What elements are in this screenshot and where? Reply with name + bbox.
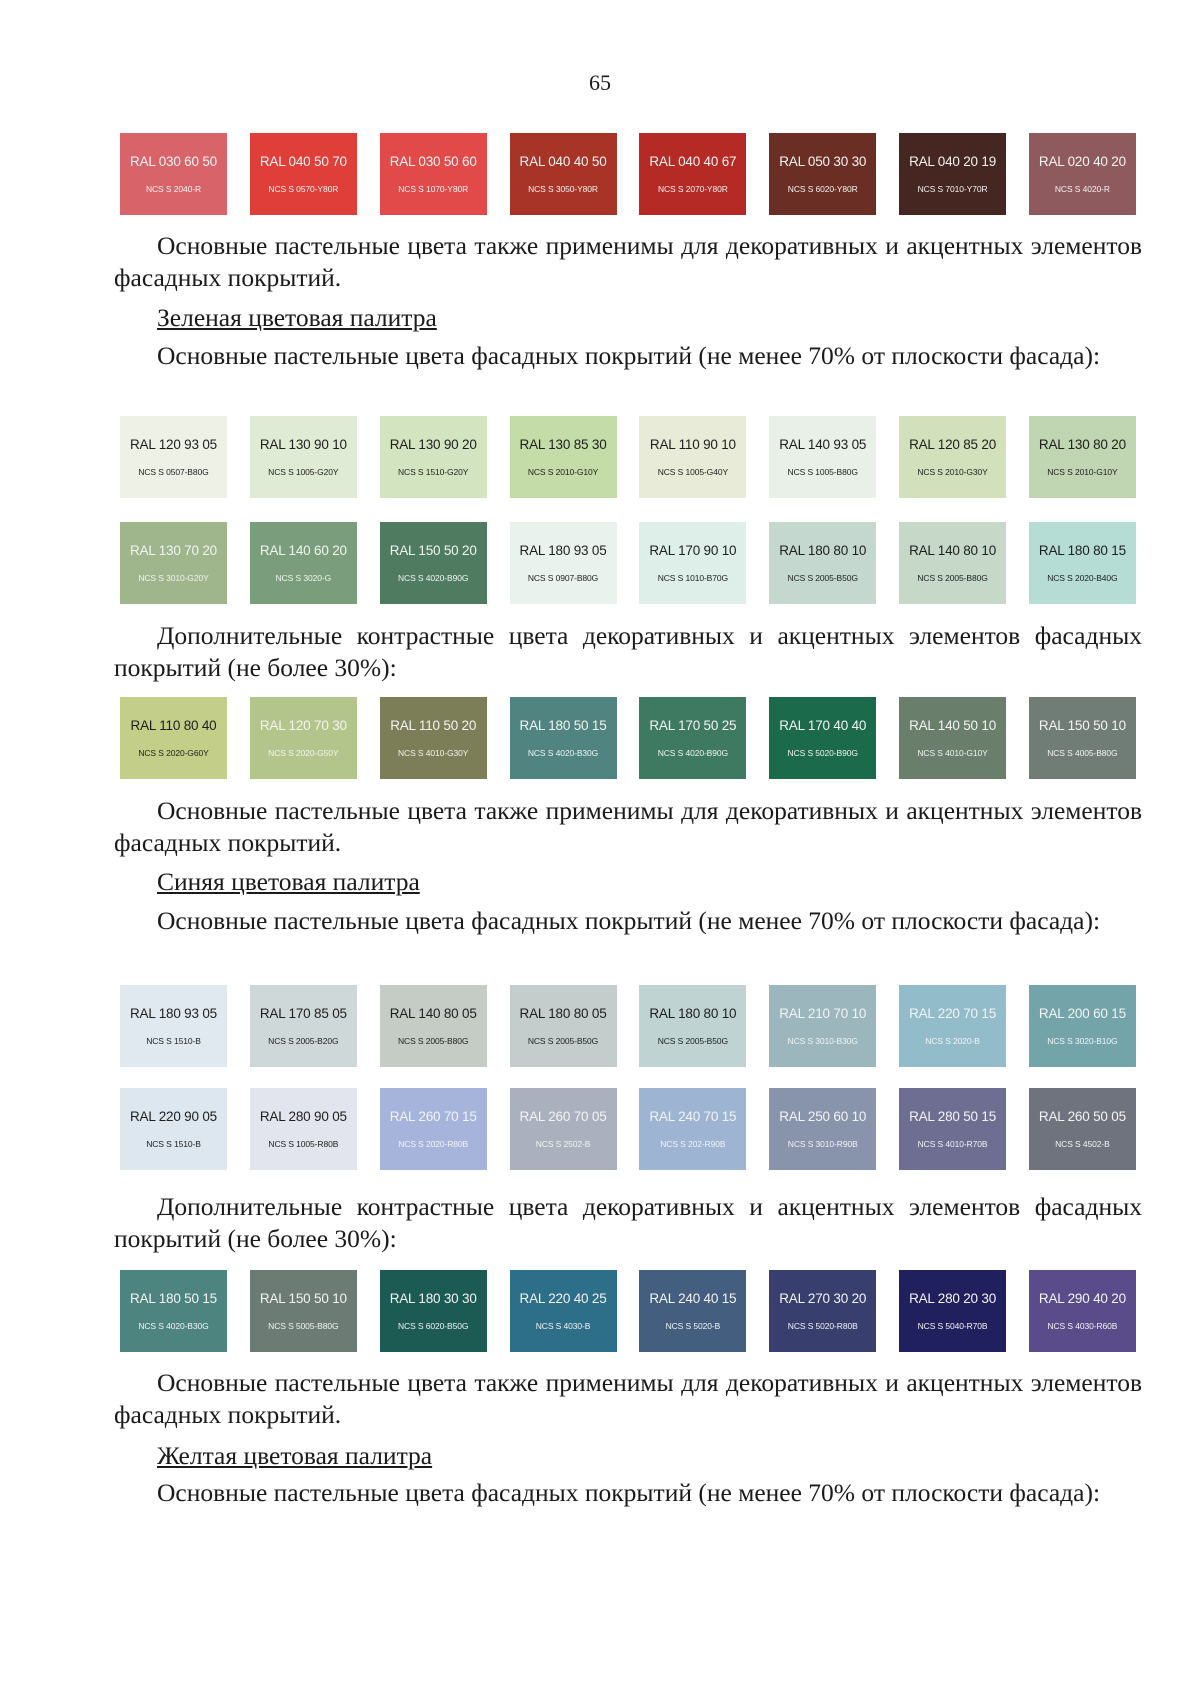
ral-code: RAL 110 50 20 xyxy=(390,718,477,733)
ral-code: RAL 130 90 20 xyxy=(389,437,477,452)
color-swatch xyxy=(380,985,487,1067)
color-swatch xyxy=(899,416,1006,498)
ncs-code: NCS S 2020-G50Y xyxy=(268,748,339,758)
page-number: 65 xyxy=(589,70,611,95)
ncs-code: NCS S 7010-Y70R xyxy=(917,184,988,194)
color-swatch xyxy=(1029,985,1136,1067)
ncs-code: NCS S 1070-Y80R xyxy=(398,184,469,194)
ncs-code: NCS S 0507-B80G xyxy=(138,467,209,477)
ral-code: RAL 150 50 20 xyxy=(389,543,477,558)
ral-code: RAL 200 60 15 xyxy=(1038,1006,1126,1021)
ncs-code: NCS S 4020-B90G xyxy=(657,748,729,758)
ncs-code: NCS S 2020-B xyxy=(925,1036,980,1046)
color-swatch xyxy=(769,522,876,604)
color-swatch xyxy=(899,985,1006,1067)
heading-yellow-palette: Желтая цветовая палитра xyxy=(157,1441,433,1470)
color-swatch xyxy=(250,416,357,498)
ral-code: RAL 240 70 15 xyxy=(649,1109,737,1124)
paragraph-blue-accent: Дополнительные контрастные цвета декоративных и акцентных элементов фасадных покрытий (не более 30%): xyxy=(114,1192,1142,1253)
color-swatch xyxy=(380,133,487,215)
color-swatch xyxy=(120,1088,227,1170)
color-swatch xyxy=(510,416,617,498)
ncs-code: NCS S 2020-R80B xyxy=(398,1139,469,1149)
ncs-code: NCS S 4010-R70B xyxy=(917,1139,988,1149)
heading-green-palette: Зеленая цветовая палитра xyxy=(157,303,437,332)
ral-code: RAL 120 70 30 xyxy=(259,718,347,733)
ral-code: RAL 130 85 30 xyxy=(519,437,607,452)
ncs-code: NCS S 1005-G40Y xyxy=(657,467,729,477)
color-swatch xyxy=(380,416,487,498)
color-swatch xyxy=(639,133,746,215)
ral-code: RAL 040 50 70 xyxy=(259,154,347,169)
ral-code: RAL 140 50 10 xyxy=(909,718,997,733)
color-swatch xyxy=(510,1270,617,1352)
ral-code: RAL 260 70 05 xyxy=(519,1109,607,1124)
ncs-code: NCS S 3010-B30G xyxy=(787,1036,858,1046)
color-swatch xyxy=(250,1088,357,1170)
ncs-code: NCS S 1005-B80G xyxy=(787,467,858,477)
ral-code: RAL 240 40 15 xyxy=(649,1291,737,1306)
color-swatch xyxy=(250,697,357,779)
color-swatch xyxy=(899,1088,1006,1170)
color-swatch xyxy=(769,133,876,215)
ncs-code: NCS S 1510-G20Y xyxy=(398,467,469,477)
ncs-code: NCS S 3020-B10G xyxy=(1047,1036,1118,1046)
ncs-code: NCS S 3010-R90B xyxy=(787,1139,858,1149)
color-swatch xyxy=(120,985,227,1067)
ncs-code: NCS S 4020-B30G xyxy=(527,748,599,758)
color-swatch xyxy=(769,1088,876,1170)
ncs-code: NCS S 4020-R xyxy=(1054,184,1110,194)
ral-code: RAL 220 90 05 xyxy=(130,1109,217,1124)
color-swatch xyxy=(899,1270,1006,1352)
color-swatch xyxy=(510,522,617,604)
ral-code: RAL 260 70 15 xyxy=(389,1109,477,1124)
color-swatch xyxy=(120,522,227,604)
ral-code: RAL 050 30 30 xyxy=(779,154,867,169)
color-swatch xyxy=(250,1270,357,1352)
ral-code: RAL 270 30 20 xyxy=(779,1291,867,1306)
ncs-code: NCS S 202-R90B xyxy=(660,1139,726,1149)
swatch-row-green-main-2 xyxy=(120,522,1136,604)
ncs-code: NCS S 2005-B50G xyxy=(787,573,858,583)
ncs-code: NCS S 2502-B xyxy=(535,1139,591,1149)
color-swatch xyxy=(120,416,227,498)
ral-code: RAL 170 90 10 xyxy=(649,543,737,558)
ncs-code: NCS S 2010-G10Y xyxy=(527,467,599,477)
ncs-code: NCS S 2010-G30Y xyxy=(917,467,988,477)
ncs-code: NCS S 0570-Y80R xyxy=(268,184,339,194)
color-swatch xyxy=(639,416,746,498)
ncs-code: NCS S 2020-G60Y xyxy=(138,748,209,758)
ral-code: RAL 170 85 05 xyxy=(259,1006,347,1021)
color-swatch xyxy=(899,697,1006,779)
color-swatch xyxy=(899,522,1006,604)
ncs-code: NCS S 1005-G20Y xyxy=(268,467,339,477)
color-swatch xyxy=(510,985,617,1067)
ral-code: RAL 280 20 30 xyxy=(909,1291,997,1306)
ral-code: RAL 150 50 10 xyxy=(1038,718,1126,733)
ncs-code: NCS S 2040-R xyxy=(145,184,202,194)
ral-code: RAL 290 40 20 xyxy=(1038,1291,1126,1306)
ncs-code: NCS S 4020-B90G xyxy=(398,573,469,583)
ncs-code: NCS S 5020-B90G xyxy=(787,748,858,758)
paragraph-green-main: Основные пастельные цвета фасадных покрытий (не менее 70% от плоскости фасада): xyxy=(157,341,1101,370)
color-swatch xyxy=(380,697,487,779)
ral-code: RAL 210 70 10 xyxy=(779,1006,867,1021)
color-swatch xyxy=(769,697,876,779)
ral-code: RAL 180 80 05 xyxy=(519,1006,607,1021)
ncs-code: NCS S 4020-B30G xyxy=(138,1321,209,1331)
ral-code: RAL 280 90 05 xyxy=(259,1109,347,1124)
ral-code: RAL 020 40 20 xyxy=(1038,154,1126,169)
color-swatch xyxy=(510,697,617,779)
ncs-code: NCS S 4030-B xyxy=(535,1321,591,1331)
ral-code: RAL 130 90 10 xyxy=(259,437,347,452)
swatch-row-green-accent xyxy=(120,697,1136,779)
ncs-code: NCS S 4502-B xyxy=(1055,1139,1110,1149)
ncs-code: NCS S 1010-B70G xyxy=(657,573,729,583)
color-swatch xyxy=(769,416,876,498)
swatch-row-blue-main-1 xyxy=(120,985,1136,1067)
ral-code: RAL 030 50 60 xyxy=(389,154,477,169)
ncs-code: NCS S 4010-G30Y xyxy=(398,748,469,758)
ncs-code: NCS S 1005-R80B xyxy=(268,1139,339,1149)
color-swatch xyxy=(769,1270,876,1352)
color-swatch xyxy=(510,133,617,215)
color-swatch xyxy=(769,985,876,1067)
ral-code: RAL 180 30 30 xyxy=(389,1291,477,1306)
ncs-code: NCS S 4030-R60B xyxy=(1047,1321,1118,1331)
color-swatch xyxy=(1029,133,1136,215)
color-swatch xyxy=(639,1088,746,1170)
ncs-code: NCS S 6020-Y80R xyxy=(787,184,858,194)
color-swatch xyxy=(1029,1088,1136,1170)
ral-code: RAL 140 80 05 xyxy=(389,1006,477,1021)
ral-code: RAL 180 93 05 xyxy=(130,1006,217,1021)
ncs-code: NCS S 6020-B50G xyxy=(398,1321,469,1331)
color-swatch xyxy=(120,1270,227,1352)
ncs-code: NCS S 3020-G xyxy=(275,573,332,583)
ral-code: RAL 120 93 05 xyxy=(130,437,217,452)
color-swatch xyxy=(1029,697,1136,779)
color-swatch xyxy=(120,697,227,779)
paragraph-green-accent: Дополнительные контрастные цвета декоративных и акцентных элементов фасадных покрытий (не более 30%): xyxy=(114,621,1142,682)
ncs-code: NCS S 1510-B xyxy=(146,1139,201,1149)
ral-code: RAL 130 70 20 xyxy=(130,543,217,558)
ral-code: RAL 220 40 25 xyxy=(519,1291,607,1306)
ral-code: RAL 040 20 19 xyxy=(909,154,997,169)
ral-code: RAL 140 93 05 xyxy=(779,437,867,452)
ncs-code: NCS S 1510-B xyxy=(146,1036,201,1046)
paragraph-green-note: Основные пастельные цвета также применимы для декоративных и акцентных элементов фасадных покрытий. xyxy=(114,796,1142,857)
ral-code: RAL 180 80 10 xyxy=(649,1006,737,1021)
ral-code: RAL 040 40 50 xyxy=(519,154,607,169)
ral-code: RAL 170 40 40 xyxy=(779,718,867,733)
color-swatch xyxy=(1029,522,1136,604)
swatch-row-red-accent xyxy=(120,133,1136,215)
ral-code: RAL 110 90 10 xyxy=(649,437,736,452)
ral-code: RAL 150 50 10 xyxy=(259,1291,347,1306)
swatch-row-blue-main-2 xyxy=(120,1088,1136,1170)
color-swatch xyxy=(639,985,746,1067)
color-swatch xyxy=(250,985,357,1067)
ral-code: RAL 040 40 67 xyxy=(649,154,737,169)
ral-code: RAL 280 50 15 xyxy=(909,1109,997,1124)
ncs-code: NCS S 2010-G10Y xyxy=(1047,467,1118,477)
ral-code: RAL 170 50 25 xyxy=(649,718,737,733)
ral-code: RAL 030 60 50 xyxy=(130,154,217,169)
paragraph-blue-note: Основные пастельные цвета также применимы для декоративных и акцентных элементов фасадных покрытий. xyxy=(114,1368,1142,1429)
swatch-row-blue-accent xyxy=(120,1270,1136,1352)
ral-code: RAL 180 93 05 xyxy=(519,543,607,558)
color-swatch xyxy=(639,522,746,604)
paragraph-red-note: Основные пастельные цвета также применимы для декоративных и акцентных элементов фасадных покрытий. xyxy=(114,231,1142,292)
ncs-code: NCS S 5005-B80G xyxy=(268,1321,339,1331)
ncs-code: NCS S 2005-B20G xyxy=(268,1036,339,1046)
ral-code: RAL 250 60 10 xyxy=(779,1109,867,1124)
ncs-code: NCS S 2020-B40G xyxy=(1047,573,1118,583)
ncs-code: NCS S 2070-Y80R xyxy=(657,184,728,194)
swatch-row-green-main-1 xyxy=(120,416,1136,498)
color-swatch xyxy=(250,133,357,215)
ral-code: RAL 220 70 15 xyxy=(909,1006,997,1021)
ral-code: RAL 130 80 20 xyxy=(1038,437,1126,452)
ncs-code: NCS S 5020-B xyxy=(665,1321,721,1331)
color-swatch xyxy=(120,133,227,215)
ncs-code: NCS S 2005-B80G xyxy=(398,1036,469,1046)
ral-code: RAL 180 50 15 xyxy=(519,718,607,733)
color-swatch xyxy=(510,1088,617,1170)
ral-code: RAL 180 80 15 xyxy=(1038,543,1126,558)
ncs-code: NCS S 2005-B50G xyxy=(527,1036,599,1046)
ncs-code: NCS S 4005-B80G xyxy=(1047,748,1118,758)
ncs-code: NCS S 3050-Y80R xyxy=(528,184,598,194)
ral-code: RAL 110 80 40 xyxy=(130,718,217,733)
ral-code: RAL 140 60 20 xyxy=(259,543,347,558)
ncs-code: NCS S 3010-G20Y xyxy=(138,573,209,583)
ncs-code: NCS S 5020-R80B xyxy=(787,1321,858,1331)
ral-code: RAL 180 80 10 xyxy=(779,543,867,558)
ncs-code: NCS S 2005-B80G xyxy=(917,573,988,583)
ncs-code: NCS S 5040-R70B xyxy=(917,1321,988,1331)
ral-code: RAL 180 50 15 xyxy=(130,1291,217,1306)
ncs-code: NCS S 4010-G10Y xyxy=(917,748,988,758)
color-swatch xyxy=(250,522,357,604)
color-swatch xyxy=(1029,416,1136,498)
color-swatch xyxy=(639,697,746,779)
color-swatch xyxy=(639,1270,746,1352)
heading-blue-palette: Синяя цветовая палитра xyxy=(157,867,420,896)
color-swatch xyxy=(380,1088,487,1170)
ral-code: RAL 260 50 05 xyxy=(1038,1109,1126,1124)
ncs-code: NCS S 0907-B80G xyxy=(527,573,599,583)
ral-code: RAL 120 85 20 xyxy=(909,437,997,452)
color-swatch xyxy=(899,133,1006,215)
ral-code: RAL 140 80 10 xyxy=(909,543,997,558)
color-swatch xyxy=(380,1270,487,1352)
ncs-code: NCS S 2005-B50G xyxy=(657,1036,729,1046)
paragraph-blue-main: Основные пастельные цвета фасадных покрытий (не менее 70% от плоскости фасада): xyxy=(157,906,1101,935)
color-swatch xyxy=(1029,1270,1136,1352)
color-swatch xyxy=(380,522,487,604)
paragraph-yellow-main: Основные пастельные цвета фасадных покрытий (не менее 70% от плоскости фасада): xyxy=(157,1478,1101,1507)
